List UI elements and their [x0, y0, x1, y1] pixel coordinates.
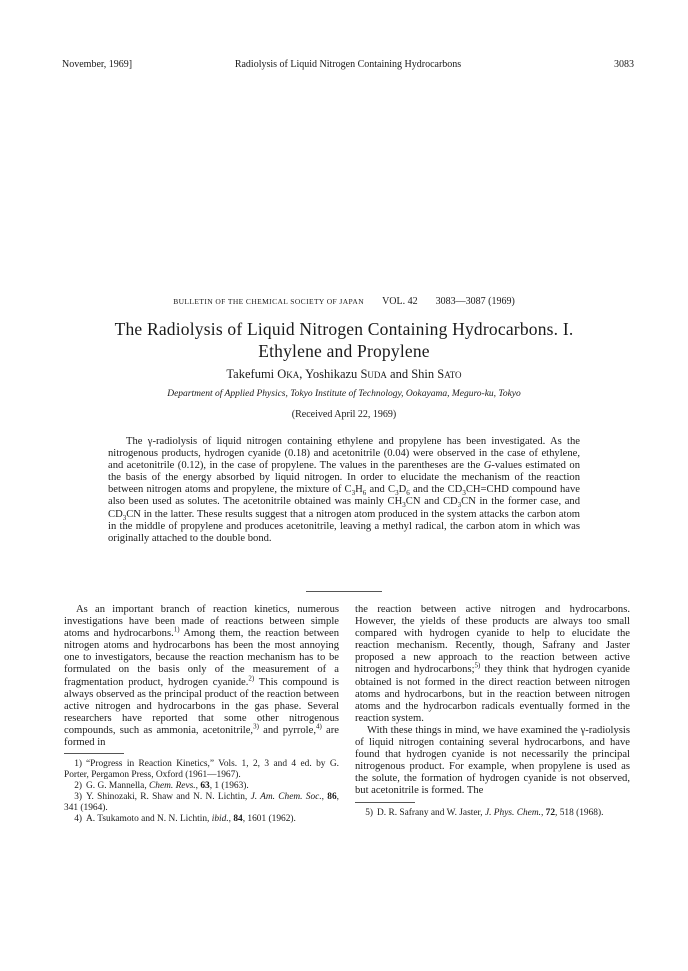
running-head-title: Radiolysis of Liquid Nitrogen Containing Hydrocarbons — [234, 59, 462, 70]
footnote-4: 4) A. Tsukamoto and N. N. Lichtin, ibid., 84, 1601 (1962). — [74, 814, 296, 825]
body-paragraph: As an important branch of reaction kinetics, numerous investigations have been made of reactions between simple atoms and hydrocarbons.$^{1)}$ Among them, the reaction between nitrogen atoms and hydrocarbons has been the most annoying one to investigators, because the reaction mechanism has to be formulated on the basis only of the measurement of a fragmentation product, hydrogen cyanide.$^{2)}$ This compound is always observed as the principal product of the reaction between active nitrogen and hydrocarbons in the gas phase. Several researchers have reported that some other nitrogenous compounds, such as ammonia, acetonitrile,$^{3)}$ and pyrrole,$^{4)}$ are formed in — [64, 604, 339, 749]
footnote-ref: 4) — [315, 722, 322, 731]
author-1-surname: Oka — [277, 367, 300, 381]
journal-volume: VOL. 42 — [382, 296, 418, 307]
running-head-date: November, 1969] — [62, 59, 133, 70]
body-paragraph: the reaction between active nitrogen and hydrocarbons. However, the yields of these products are always too small compared with hydrogen cyanide to help to elucidate the reaction mechanism. Recently, though, Safrany and Jaster proposed a new approach to the reaction between active nitrogen and hydrocarbons;$^{5)}$ they think that hydrogen cyanide obtained is not formed in the direct reaction between nitrogen atoms and hydrocarbons, but in the reaction between nitrogen atoms and the hydrocarbon radicals eventually formed in the reaction system. — [355, 604, 630, 724]
author-affiliation: Department of Applied Physics, Tokyo Institute of Technology, Ookayama, Meguro-ku, Tokyo — [167, 389, 521, 399]
footnote-ref: 1) — [173, 625, 180, 634]
body-paragraph: With these things in mind, we have examined the γ-radiolysis of liquid nitrogen containing several hydrocarbons, and have found that hydrogen cyanide is not necessarily the principal nitrogenous product. For example, when propylene is used as the solute, the formation of hydrogen cyanide is not observed, but acetonitrile is formed. The — [355, 724, 630, 797]
page-number: 3083 — [614, 59, 634, 70]
title-line-2: Ethylene and Propylene — [258, 341, 430, 361]
body-column-right — [355, 604, 630, 819]
author-separator: , — [299, 367, 306, 381]
journal-name: BULLETIN OF THE CHEMICAL SOCIETY OF JAPAN — [173, 297, 365, 306]
author-3-given: Shin — [411, 367, 435, 381]
footnote-2: 2) G. G. Mannella, Chem. Revs., 63, 1 (1963). — [74, 781, 249, 792]
running-head — [62, 59, 634, 73]
footnote-rule — [64, 753, 124, 754]
author-3-surname: Sato — [437, 367, 462, 381]
author-list — [0, 367, 688, 382]
author-2-given: Yoshikazu — [305, 367, 358, 381]
section-divider — [306, 591, 382, 592]
author-separator: and — [386, 367, 412, 381]
footnote-ref: 5) — [474, 661, 481, 670]
footnote-1: 1) “Progress in Reaction Kinetics,” Vols. 1, 2, 3 and 4 ed. by G. Porter, Pergamon Press, Oxford (1961—1967). — [64, 759, 339, 781]
footnote-rule — [355, 802, 415, 803]
footnote-ref: 2) — [248, 674, 255, 683]
received-date: (Received April 22, 1969) — [291, 409, 397, 420]
body-column-left — [64, 604, 339, 825]
footnote-3: 3) Y. Shinozaki, R. Shaw and N. N. Lichtin, J. Am. Chem. Soc., 86, 341 (1964). — [64, 792, 340, 814]
author-1-given: Takefumi — [226, 367, 275, 381]
title-line-1: The Radiolysis of Liquid Nitrogen Containing Hydrocarbons. I. — [114, 319, 574, 339]
journal-pages: 3083—3087 (1969) — [435, 296, 515, 307]
abstract: The γ-radiolysis of liquid nitrogen containing ethylene and propylene has been investigated. As the nitrogenous products, hydrogen cyanide (0.18) and acetonitrile (0.04) were observed in the case of ethylene, and acetonitrile (0.12), in the case of propylene. The values in the parentheses are the G-values estimated on the basis of the energy absorbed by liquid nitrogen. In order to elucidate the mechanism of the reaction between nitrogen atoms and propylene, the mixture of $C_3H_6$ and $C_3D_6$ and the $CD_3CH=CHD$ compound have also been used as solutes. The acetonitrile obtained was mainly $CH_3CN$ and $CD_3CN$ in the former case, and $CD_3CN$ in the latter. These results suggest that a nitrogen atom produced in the system attacks the carbon atom in the middle of propylene and produces acetonitrile, leaving a methyl radical, the carbon atom in which was originally attached to the double bond. — [108, 436, 581, 544]
footnote-ref: 3) — [253, 722, 259, 731]
author-2-surname: Suda — [360, 367, 387, 381]
journal-citation-line — [0, 296, 688, 307]
article-title — [70, 318, 618, 362]
footnote-5: 5) D. R. Safrany and W. Jaster, J. Phys. Chem., 72, 518 (1968). — [365, 807, 604, 818]
